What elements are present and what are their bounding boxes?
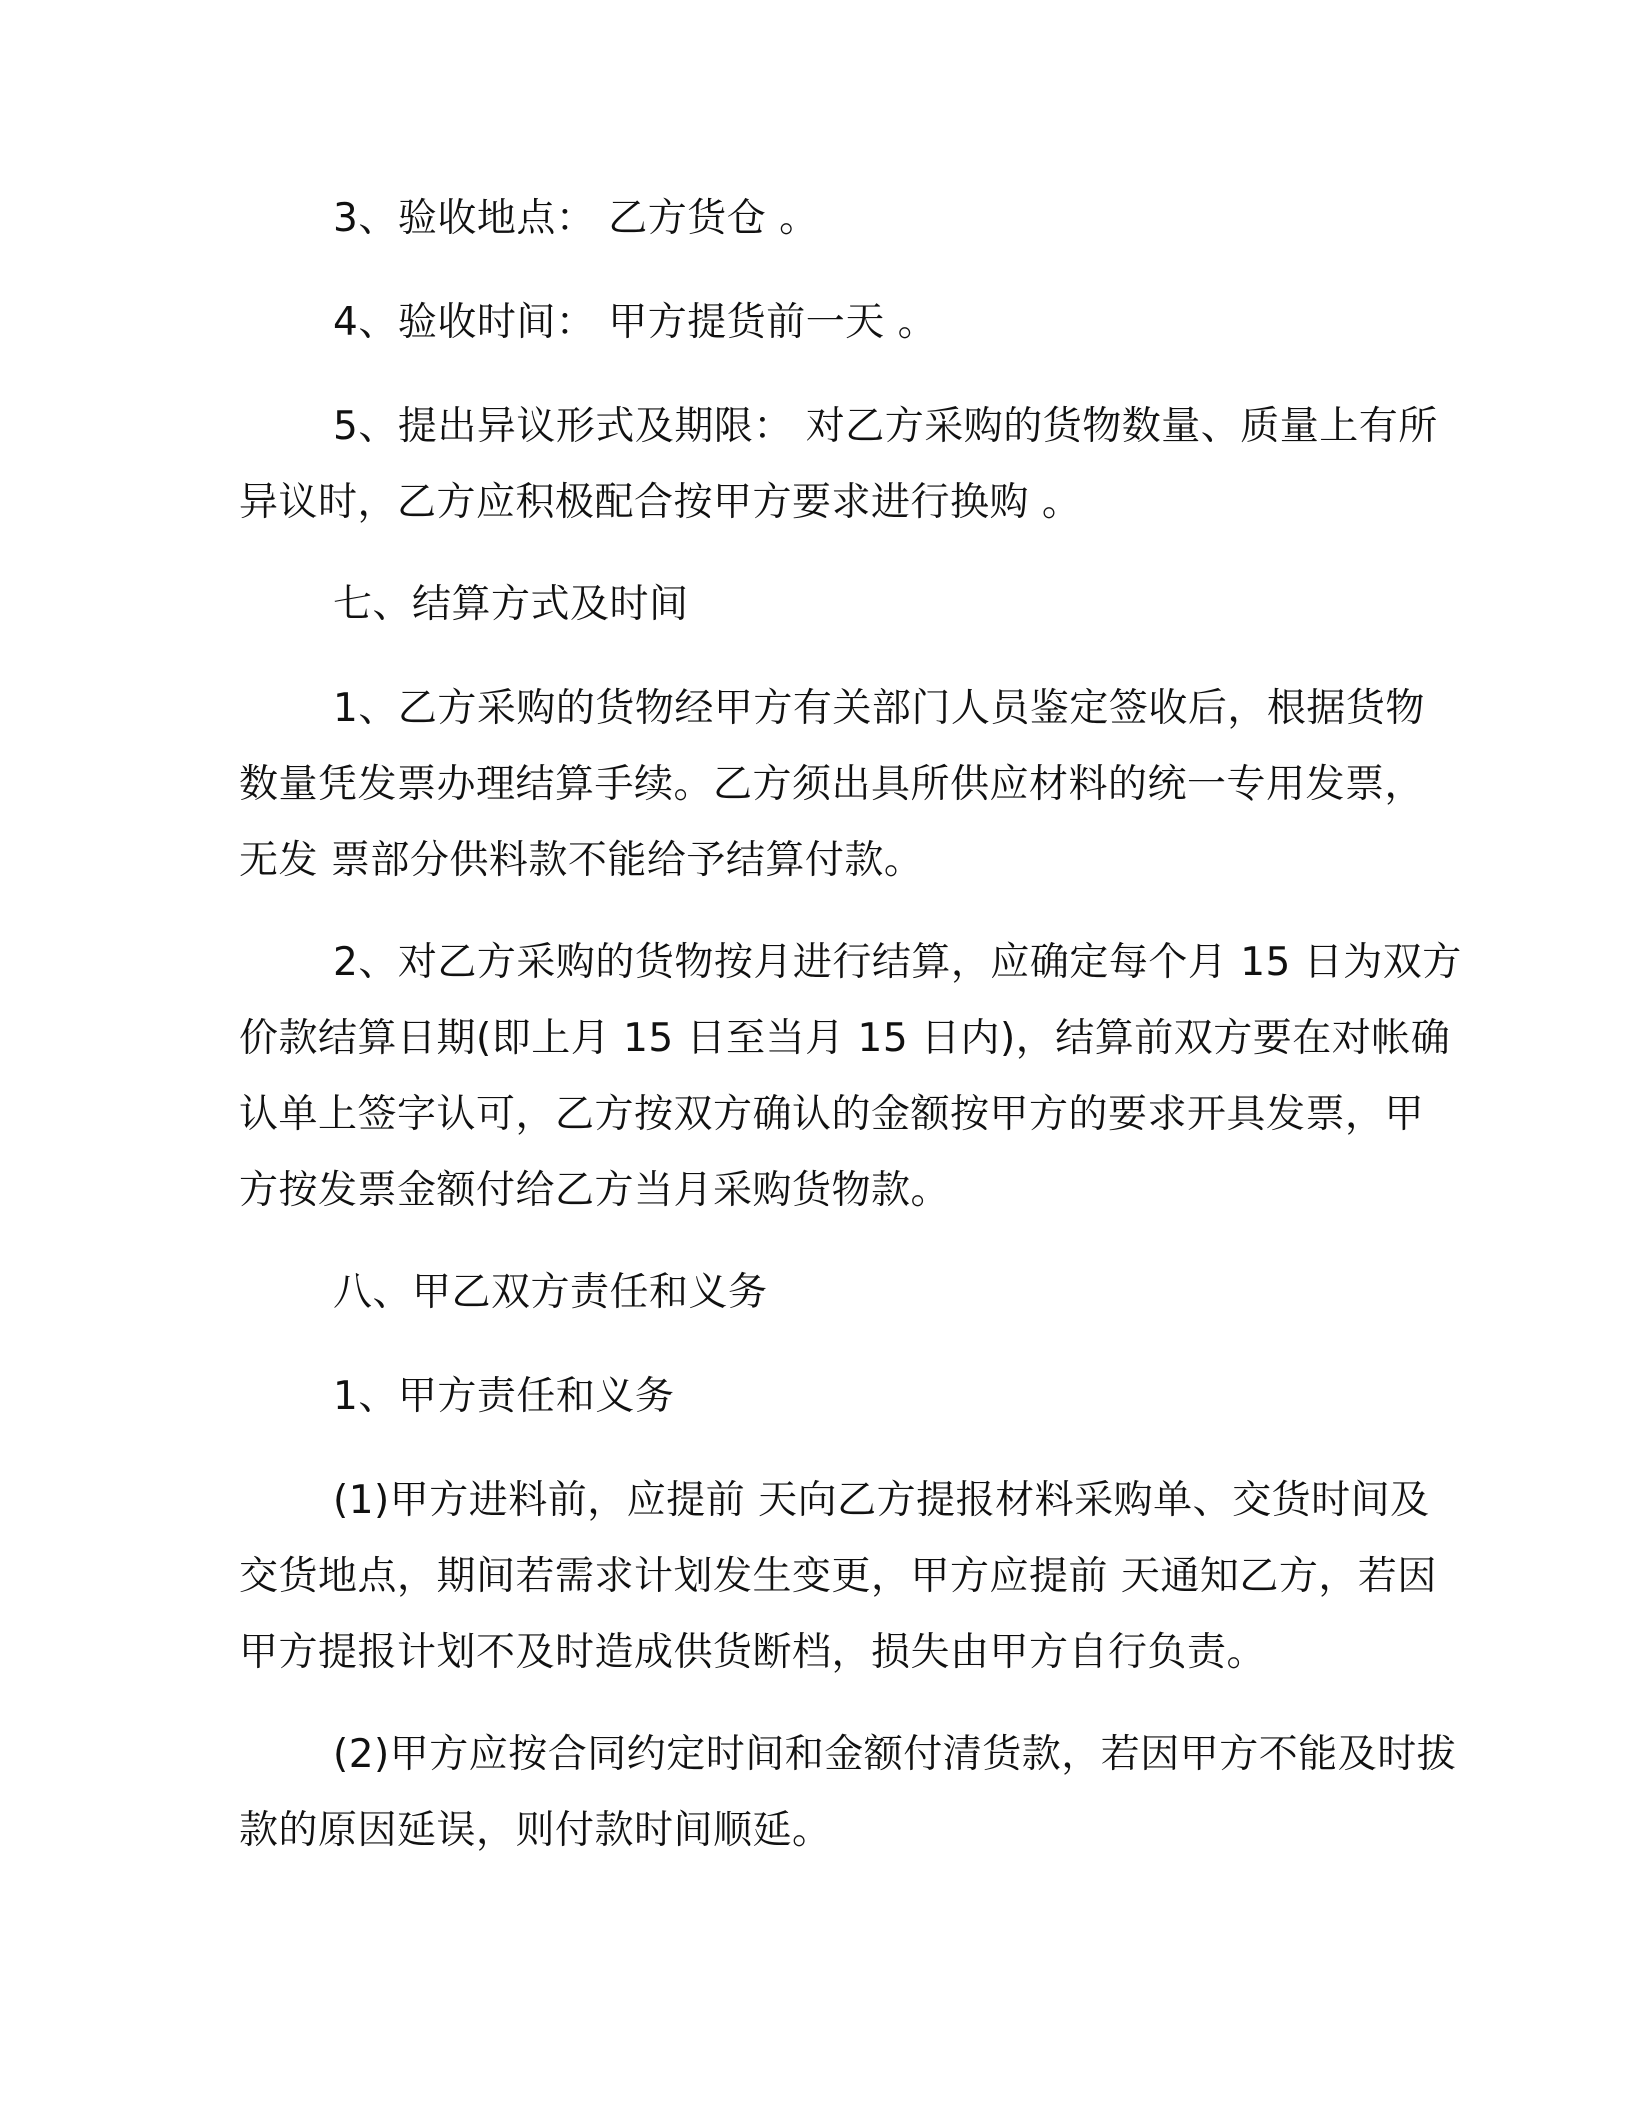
clause-party-a-2-line-1: (2)甲方应按合同约定时间和金额付清货款，若因甲方不能及时拔 bbox=[333, 1732, 1457, 1777]
clause-party-a-1-line-2: 交货地点，期间若需求计划发生变更，甲方应提前 天通知乙方，若因 bbox=[239, 1554, 1437, 1599]
subsection-heading-party-a: 1、甲方责任和义务 bbox=[333, 1374, 675, 1419]
clause-settlement-2-line-2: 价款结算日期(即上月 15 日至当月 15 日内)，结算前双方要在对帐确 bbox=[239, 1016, 1451, 1061]
clause-settlement-2-line-4: 方按发票金额付给乙方当月采购货物款。 bbox=[239, 1168, 951, 1213]
clause-settlement-1-line-2: 数量凭发票办理结算手续。乙方须出具所供应材料的统一专用发票， bbox=[239, 762, 1425, 807]
clause-settlement-1-line-1: 1、乙方采购的货物经甲方有关部门人员鉴定签收后，根据货物 bbox=[333, 686, 1425, 731]
clause-party-a-1-line-3: 甲方提报计划不及时造成供货断档，损失由甲方自行负责。 bbox=[239, 1630, 1267, 1675]
clause-objection-line-2: 异议时，乙方应积极配合按甲方要求进行换购 。 bbox=[239, 480, 1082, 525]
clause-party-a-1-line-1: (1)甲方进料前，应提前 天向乙方提报材料采购单、交货时间及 bbox=[333, 1478, 1430, 1523]
section-heading-settlement: 七、结算方式及时间 bbox=[333, 582, 689, 627]
clause-acceptance-time: 4、验收时间： 甲方提货前一天 。 bbox=[333, 300, 938, 345]
clause-settlement-1-line-3: 无发 票部分供料款不能给予结算付款。 bbox=[239, 838, 924, 883]
clause-settlement-2-line-1: 2、对乙方采购的货物按月进行结算，应确定每个月 15 日为双方 bbox=[333, 940, 1462, 985]
clause-party-a-2-line-2: 款的原因延误，则付款时间顺延。 bbox=[239, 1808, 832, 1853]
clause-objection-line-1: 5、提出异议形式及期限： 对乙方采购的货物数量、质量上有所 bbox=[333, 404, 1438, 449]
clause-settlement-2-line-3: 认单上签字认可，乙方按双方确认的金额按甲方的要求开具发票，甲 bbox=[239, 1092, 1425, 1137]
clause-acceptance-location: 3、验收地点： 乙方货仓 。 bbox=[333, 196, 819, 241]
section-heading-responsibilities: 八、甲乙双方责任和义务 bbox=[333, 1270, 768, 1315]
